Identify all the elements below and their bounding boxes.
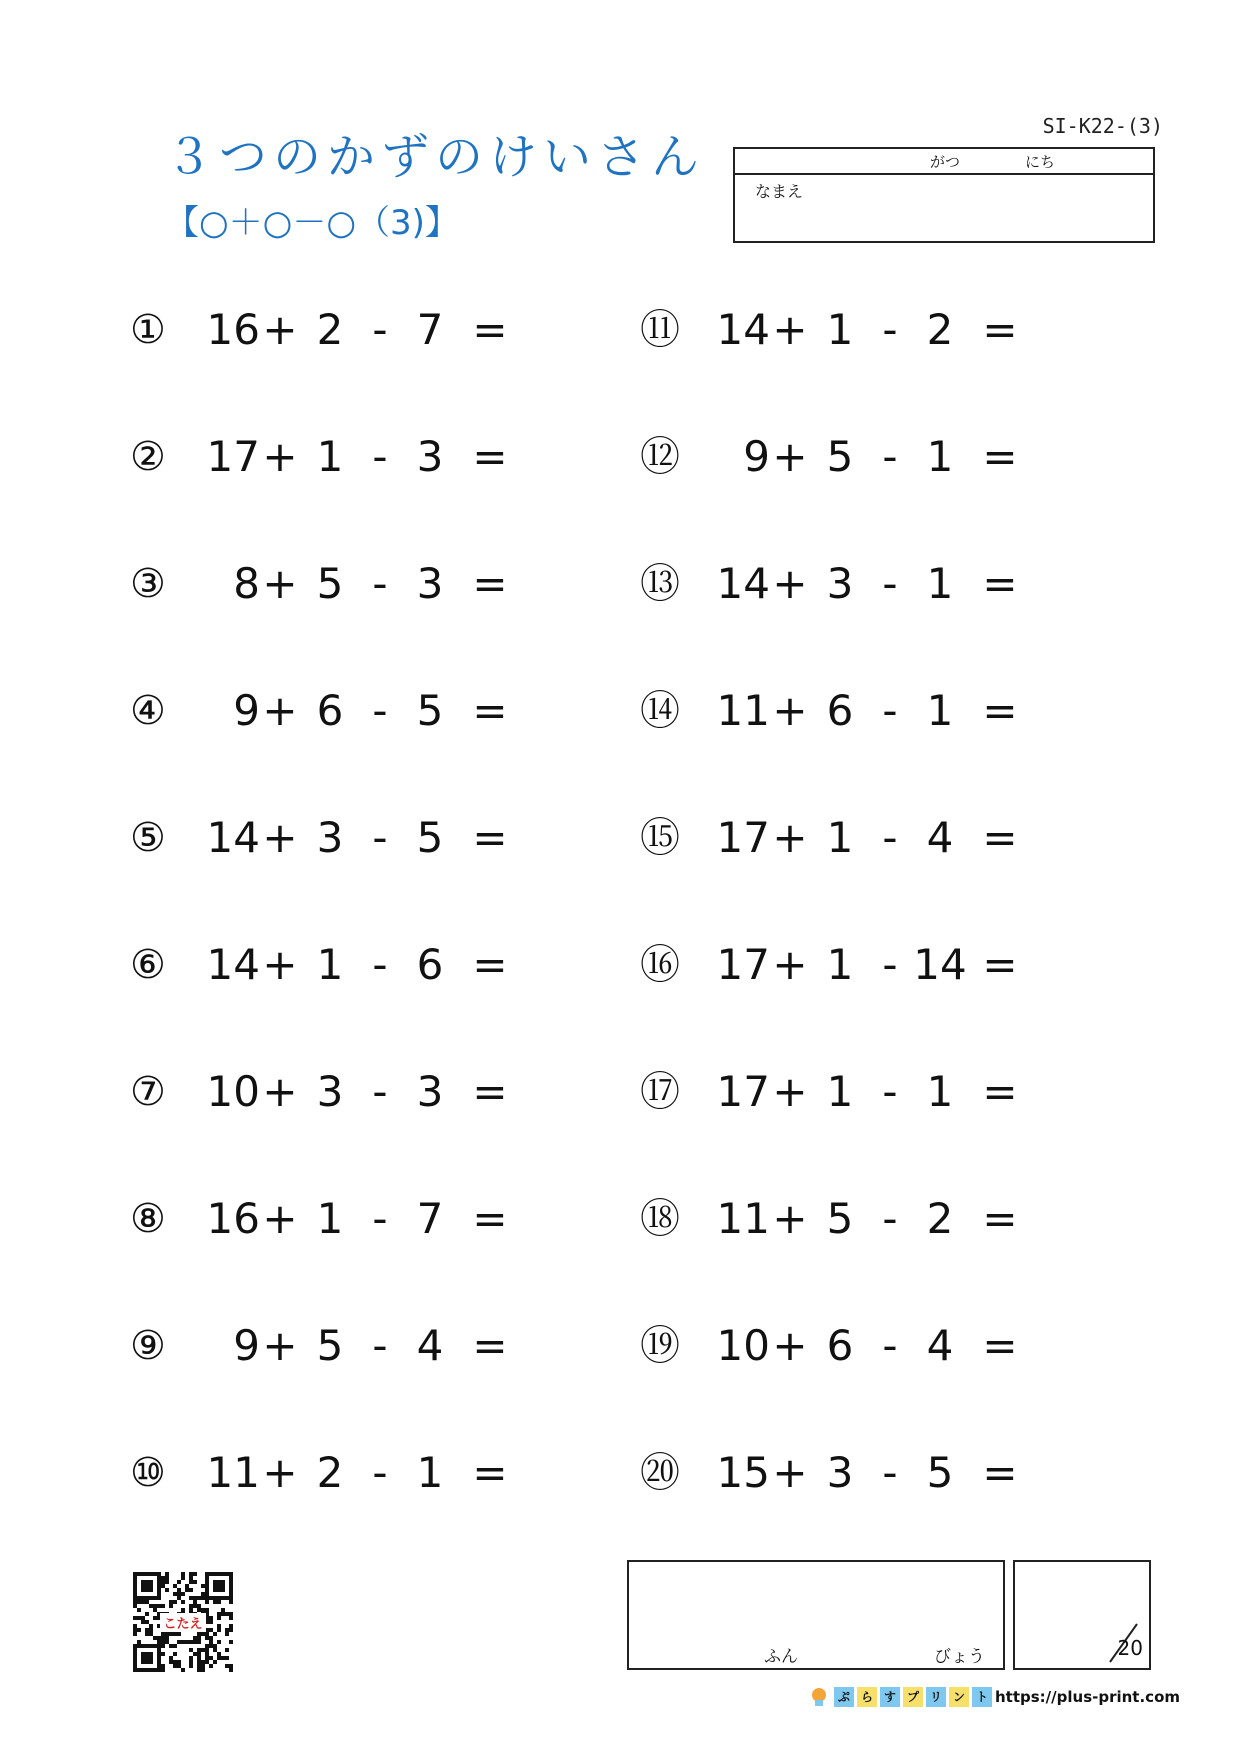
problem-item [640, 554, 1070, 614]
problem-item [640, 1443, 1070, 1503]
problem-number: ② [130, 434, 166, 480]
second-number: 3 [316, 1067, 344, 1116]
first-number: 9 [743, 432, 770, 481]
minus-sign: - [882, 559, 898, 608]
problem-item [130, 1316, 560, 1376]
third-number: 4 [926, 1321, 954, 1370]
page-title: ３つのかずのけいさん [165, 129, 706, 185]
plus-sign: + [772, 432, 808, 481]
equals-sign: = [982, 305, 1018, 354]
minus-sign: - [372, 432, 388, 481]
problem-item [640, 1189, 1070, 1249]
plus-sign: + [772, 305, 808, 354]
minus-sign: - [882, 1448, 898, 1497]
third-number: 7 [416, 305, 444, 354]
score-box[interactable] [1013, 1560, 1151, 1670]
brand-char: リ [926, 1687, 946, 1707]
problem-item [640, 935, 1070, 995]
third-number: 5 [416, 813, 444, 862]
second-number: 1 [316, 940, 344, 989]
problem-number: ⑦ [130, 1069, 166, 1115]
plus-sign: + [262, 686, 298, 735]
third-number: 1 [926, 559, 954, 608]
second-number: 6 [826, 686, 854, 735]
equals-sign: = [472, 1194, 508, 1243]
first-number: 14 [716, 305, 770, 354]
equals-sign: = [472, 1448, 508, 1497]
plus-sign: + [772, 813, 808, 862]
brand-char: ら [857, 1687, 877, 1707]
minus-sign: - [882, 813, 898, 862]
equals-sign: = [982, 686, 1018, 735]
equals-sign: = [472, 686, 508, 735]
problem-item [640, 1316, 1070, 1376]
character-logo-icon [808, 1686, 830, 1708]
plus-sign: + [262, 813, 298, 862]
second-number: 1 [826, 813, 854, 862]
plus-sign: + [262, 432, 298, 481]
third-number: 5 [416, 686, 444, 735]
problem-number: ⑲ [640, 1323, 680, 1369]
problem-number: ⑩ [130, 1450, 166, 1496]
problem-number: ⑧ [130, 1196, 166, 1242]
problem-item [130, 681, 560, 741]
seconds-label: びょう [934, 1647, 985, 1667]
minus-sign: - [882, 305, 898, 354]
third-number: 7 [416, 1194, 444, 1243]
equals-sign: = [982, 813, 1018, 862]
brand-char: す [880, 1687, 900, 1707]
minus-sign: - [882, 1321, 898, 1370]
minus-sign: - [882, 940, 898, 989]
plus-sign: + [772, 940, 808, 989]
second-number: 3 [826, 1448, 854, 1497]
brand-logo [808, 1685, 995, 1709]
second-number: 2 [316, 1448, 344, 1497]
first-number: 9 [233, 686, 260, 735]
first-number: 17 [716, 940, 770, 989]
equals-sign: = [472, 940, 508, 989]
first-number: 10 [716, 1321, 770, 1370]
second-number: 2 [316, 305, 344, 354]
first-number: 9 [233, 1321, 260, 1370]
problem-item [640, 1062, 1070, 1122]
problem-number: ⑮ [640, 815, 680, 861]
second-number: 1 [826, 940, 854, 989]
plus-sign: + [772, 1448, 808, 1497]
equals-sign: = [982, 1321, 1018, 1370]
minus-sign: - [372, 1194, 388, 1243]
third-number: 5 [926, 1448, 954, 1497]
minutes-label: ふん [764, 1647, 798, 1667]
problem-item [130, 1189, 560, 1249]
problem-item [130, 427, 560, 487]
minus-sign: - [372, 1448, 388, 1497]
second-number: 5 [826, 1194, 854, 1243]
problem-item [640, 427, 1070, 487]
name-label: なまえ [755, 182, 804, 201]
first-number: 11 [716, 686, 770, 735]
problem-number: ⑳ [640, 1450, 680, 1496]
minus-sign: - [372, 813, 388, 862]
plus-sign: + [772, 1194, 808, 1243]
plus-sign: + [262, 1194, 298, 1243]
first-number: 17 [716, 1067, 770, 1116]
equals-sign: = [472, 1321, 508, 1370]
minus-sign: - [882, 432, 898, 481]
problem-item [130, 1062, 560, 1122]
site-url[interactable]: https://plus-print.com [995, 1688, 1181, 1706]
problem-item [130, 808, 560, 868]
third-number: 1 [926, 686, 954, 735]
second-number: 5 [316, 559, 344, 608]
brand-char: ン [949, 1687, 969, 1707]
problem-number: ⑯ [640, 942, 680, 988]
equals-sign: = [982, 559, 1018, 608]
problem-item [640, 681, 1070, 741]
brand-char: ぷ [834, 1687, 854, 1707]
second-number: 6 [826, 1321, 854, 1370]
plus-sign: + [262, 1448, 298, 1497]
worksheet-code: SI-K22-(3) [1042, 114, 1163, 138]
equals-sign: = [472, 1067, 508, 1116]
minus-sign: - [372, 1067, 388, 1116]
minus-sign: - [882, 1194, 898, 1243]
first-number: 10 [206, 1067, 260, 1116]
third-number: 1 [416, 1448, 444, 1497]
problem-item [130, 554, 560, 614]
brand-char: プ [903, 1687, 923, 1707]
minus-sign: - [372, 1321, 388, 1370]
problem-number: ⑪ [640, 307, 680, 353]
problem-item [640, 808, 1070, 868]
first-number: 16 [206, 1194, 260, 1243]
first-number: 14 [206, 940, 260, 989]
problem-item [130, 935, 560, 995]
third-number: 3 [416, 1067, 444, 1116]
equals-sign: = [472, 305, 508, 354]
day-label: にち [1025, 153, 1056, 171]
minus-sign: - [372, 305, 388, 354]
equals-sign: = [472, 559, 508, 608]
second-number: 1 [826, 1067, 854, 1116]
minus-sign: - [372, 940, 388, 989]
minus-sign: - [882, 1067, 898, 1116]
problem-number: ⑬ [640, 561, 680, 607]
minus-sign: - [372, 559, 388, 608]
problem-number: ⑭ [640, 688, 680, 734]
third-number: 4 [416, 1321, 444, 1370]
second-number: 6 [316, 686, 344, 735]
third-number: 6 [416, 940, 444, 989]
third-number: 4 [926, 813, 954, 862]
second-number: 3 [316, 813, 344, 862]
problem-number: ⑤ [130, 815, 166, 861]
plus-sign: + [772, 686, 808, 735]
plus-sign: + [262, 1067, 298, 1116]
second-number: 1 [316, 432, 344, 481]
equals-sign: = [982, 432, 1018, 481]
second-number: 5 [826, 432, 854, 481]
third-number: 14 [913, 940, 967, 989]
first-number: 11 [716, 1194, 770, 1243]
score-total: 20 [1117, 1636, 1143, 1660]
problem-item [130, 300, 560, 360]
plus-sign: + [262, 940, 298, 989]
plus-sign: + [262, 1321, 298, 1370]
equals-sign: = [982, 940, 1018, 989]
problem-number: ⑥ [130, 942, 166, 988]
problem-number: ③ [130, 561, 166, 607]
problem-number: ⑫ [640, 434, 680, 480]
first-number: 14 [716, 559, 770, 608]
equals-sign: = [982, 1448, 1018, 1497]
first-number: 17 [206, 432, 260, 481]
plus-sign: + [772, 1067, 808, 1116]
date-row [735, 149, 1153, 175]
problem-number: ④ [130, 688, 166, 734]
first-number: 17 [716, 813, 770, 862]
third-number: 1 [926, 1067, 954, 1116]
second-number: 3 [826, 559, 854, 608]
problem-number: ① [130, 307, 166, 353]
third-number: 1 [926, 432, 954, 481]
first-number: 8 [233, 559, 260, 608]
minus-sign: - [882, 686, 898, 735]
second-number: 1 [316, 1194, 344, 1243]
second-number: 1 [826, 305, 854, 354]
first-number: 11 [206, 1448, 260, 1497]
problem-item [130, 1443, 560, 1503]
plus-sign: + [772, 1321, 808, 1370]
answer-label: こたえ [160, 1613, 206, 1632]
equals-sign: = [982, 1194, 1018, 1243]
first-number: 14 [206, 813, 260, 862]
third-number: 2 [926, 305, 954, 354]
equals-sign: = [472, 813, 508, 862]
plus-sign: + [262, 559, 298, 608]
problem-number: ⑱ [640, 1196, 680, 1242]
third-number: 3 [416, 432, 444, 481]
problem-number: ⑰ [640, 1069, 680, 1115]
equals-sign: = [982, 1067, 1018, 1116]
first-number: 15 [716, 1448, 770, 1497]
minus-sign: - [372, 686, 388, 735]
plus-sign: + [262, 305, 298, 354]
brand-char: ト [972, 1687, 992, 1707]
second-number: 5 [316, 1321, 344, 1370]
third-number: 3 [416, 559, 444, 608]
first-number: 16 [206, 305, 260, 354]
name-date-box[interactable] [733, 147, 1155, 243]
page-subtitle: 【○＋○－○（3)】 [165, 203, 459, 243]
plus-sign: + [772, 559, 808, 608]
equals-sign: = [472, 432, 508, 481]
time-box[interactable] [627, 1560, 1005, 1670]
month-label: がつ [930, 153, 961, 171]
problem-number: ⑨ [130, 1323, 166, 1369]
problem-item [640, 300, 1070, 360]
third-number: 2 [926, 1194, 954, 1243]
